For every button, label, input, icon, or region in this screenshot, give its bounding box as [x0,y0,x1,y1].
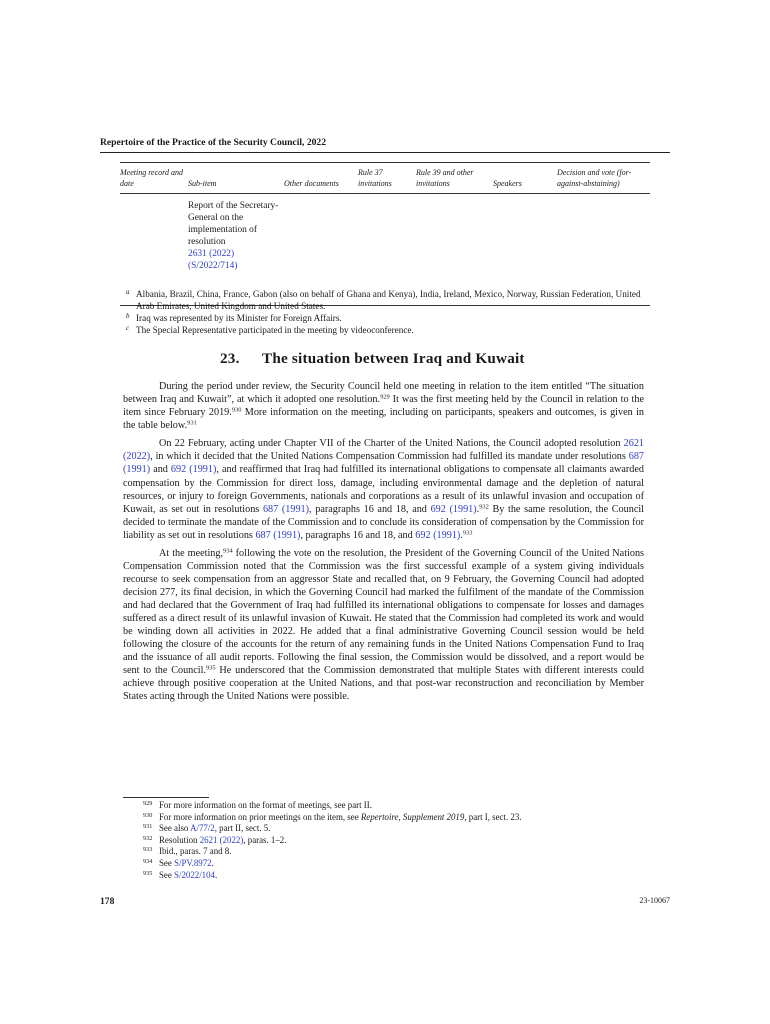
footnote-934 [123,858,643,870]
document-link[interactable]: S/PV.8972 [174,857,212,868]
footnote-text: See [159,857,175,868]
footnote-text: For more information on the format of meetings, see part II. [159,800,372,810]
resolution-link[interactable]: 692 (1991) [430,503,477,515]
text-run: During the period under review, the Security Council held one meeting in relation to the item entitled “The situation between Iraq and Kuwait”, at which it adopted one resolution. [123,381,644,406]
footnotes [123,800,643,881]
running-head: Repertoire of the Practice of the Security Council, 2022 [100,137,327,148]
footnote-number: 932 [143,834,153,842]
col-header-decision: Decision and vote (for-against-abstaining) [557,168,632,188]
table-notes [120,288,650,336]
footnote-number: 929 [143,800,153,807]
section-number: 23. [220,350,240,367]
table-note-text: The Special Representative participated in the meeting by videoconference. [136,325,414,335]
footnote-number: 934 [143,857,153,865]
resolution-link[interactable]: 692 (1991) [170,464,217,476]
footnote-text: For more information on prior meetings on the item, see [159,811,361,822]
document-code: 23-10067 [639,896,670,905]
resolution-link[interactable]: 692 (1991) [415,529,461,541]
table-note-mark: c [126,324,130,332]
footnote-text: Ibid., paras. 7 and 8. [159,846,232,857]
footnote-935 [123,870,643,882]
footnote-number: 931 [143,823,153,831]
page-number: 178 [100,896,115,907]
footnote-932 [123,835,643,847]
footnote-ref[interactable]: 930 [231,406,242,414]
footnote-italic: Repertoire, Supplement 2019 [360,811,465,822]
resolution-link[interactable]: 687 (1991) [123,451,644,476]
table-note-text: Iraq was represented by its Minister for Foreign Affairs. [136,313,342,323]
text-run: By the same resolution, the Council decided to terminate the mandate of the Commission and to conclude its consideration of compensation by the Commission for liability as set out in resolutions [123,503,645,541]
footnote-930 [123,812,643,824]
table-note-c [120,324,650,336]
footnote-number: 930 [143,811,153,819]
footnote-ref[interactable]: 932 [479,503,489,511]
resolution-link[interactable]: 2621 (2022) [199,834,244,845]
meeting-table [120,162,650,306]
text-run: following the vote on the resolution, the President of the Governing Council of the United Nations Compensation Commission noted that the Commission was the first successful example of a system giving individuals recourse to seek compensation from an aggressor State and recalled that, on 9 February, the Governing Council had adopted decision 277, its final decision, in which the Governing Council had marked the fulfilment of the mandate of the Commission and had declared that the Government of Iraq had fulfilled its international obligations to compensate for losses and damages suffered as a direct result of its unlawful invasion of Kuwait. He stated that the Commission had completed its work and would be winding down all activities in 2022. He added that a final administrative Governing Council session would be held following the closure of the accounts for the return of any remaining funds in the United Nations Compensation Fund to Iraq and the issuance of all audit reports. Following the final session, the Commission would be dissolved, and a report would be sent to the Council. [123,547,645,677]
text-run: , paragraphs 16 and 18, and [300,529,416,541]
table-note-mark: b [126,312,130,320]
paragraph-2 [123,437,644,541]
footnote-ref[interactable]: 934 [223,547,233,555]
text-run: At the meeting, [159,547,224,559]
text-run: , in which it decided that the United Nations Compensation Commission had fulfilled its mandate under resolutions [150,451,629,463]
col-header-other-documents: Other documents [284,179,339,188]
footnote-text: See also [159,823,191,834]
report-s-2022-714-link[interactable]: (S/2022/714) [188,261,238,271]
resolution-2631-link[interactable]: 2631 (2022) [188,249,235,259]
footnote-text: . [214,869,218,880]
document-link[interactable]: S/2022/104 [174,869,215,880]
col-header-subitem: Sub-item [188,179,217,188]
footnote-text: . [211,857,214,868]
footnote-number: 933 [143,846,153,854]
text-run: On 22 February, acting under Chapter VII of the Charter of the United Nations, the Council adopted resolution [159,438,624,450]
text-run: . [460,529,463,541]
footnote-ref[interactable]: 929 [380,393,390,401]
document-link[interactable]: A/77/2 [190,823,215,834]
col-header-meeting: Meeting record and date [120,168,183,188]
text-run: , paragraphs 16 and 18, and [309,503,431,515]
text-run: He underscored that the Commission demonstrated that multiple States with different interests could achieve through positive cooperation at the United Nations, and that post-war reconstruction and reconciliation by Member States acting through the United Nations were possible. [123,665,644,703]
col-header-rule39: Rule 39 and other invitations [416,168,474,188]
footnote-number: 935 [143,869,153,877]
text-run: . [476,503,480,515]
header-rule [100,152,670,153]
resolution-link[interactable]: 687 (1991) [255,529,301,541]
footnote-ref[interactable]: 931 [187,419,197,427]
table-note-mark: a [126,288,130,296]
text-run: It was the first meeting held by the Council in relation to the item since February 2019. [123,394,644,419]
col-header-rule37: Rule 37 invitations [358,168,392,188]
paragraph-1 [123,380,644,432]
paragraph-3 [123,547,644,704]
section-title-text: The situation between Iraq and Kuwait [262,350,525,367]
resolution-link[interactable]: 687 (1991) [262,503,310,515]
footnote-text: Resolution [159,834,200,845]
footnote-ref[interactable]: 935 [206,664,216,672]
table-note-b [120,312,650,324]
text-run: More information on the meeting, including on participants, speakers and outcomes, is given in the table below. [123,407,644,432]
footnote-text: , paras. 1–2. [243,834,287,845]
body-text [123,380,644,709]
footnote-text: , part I, sect. 23. [464,811,522,822]
footnote-text: , part II, sect. 5. [214,823,271,834]
resolution-link[interactable]: 2621 (2022) [123,438,644,463]
col-header-speakers: Speakers [493,179,522,188]
footnote-931 [123,823,643,835]
footnote-text: See [159,869,175,880]
subitem-text: Report of the Secretary-General on the implementation of resolution [188,201,279,247]
text-run: , and reaffirmed that Iraq had fulfilled its international obligations to compensate all claimants awarded compensation by the Commission for direct loss, damage, including environmental damage and the depletion of natural resources, or injury to foreign Governments, nationals and corporations as a result of its unlawful invasion and occupation of Kuwait, as set out in resolutions [123,464,644,515]
section-heading [220,350,660,368]
footnote-933 [123,846,643,858]
footnote-ref[interactable]: 933 [462,529,473,537]
table-note-a [120,288,650,312]
footnote-rule [123,797,209,798]
table-header-row [120,163,650,194]
table-note-text: Albania, Brazil, China, France, Gabon (also on behalf of Ghana and Kenya), India, Ireland, Mexico, Norway, Russian Federation, United Arab Emirates, United Kingdom and United States. [136,289,641,311]
text-run: and [150,464,171,476]
footnote-929 [123,800,643,812]
